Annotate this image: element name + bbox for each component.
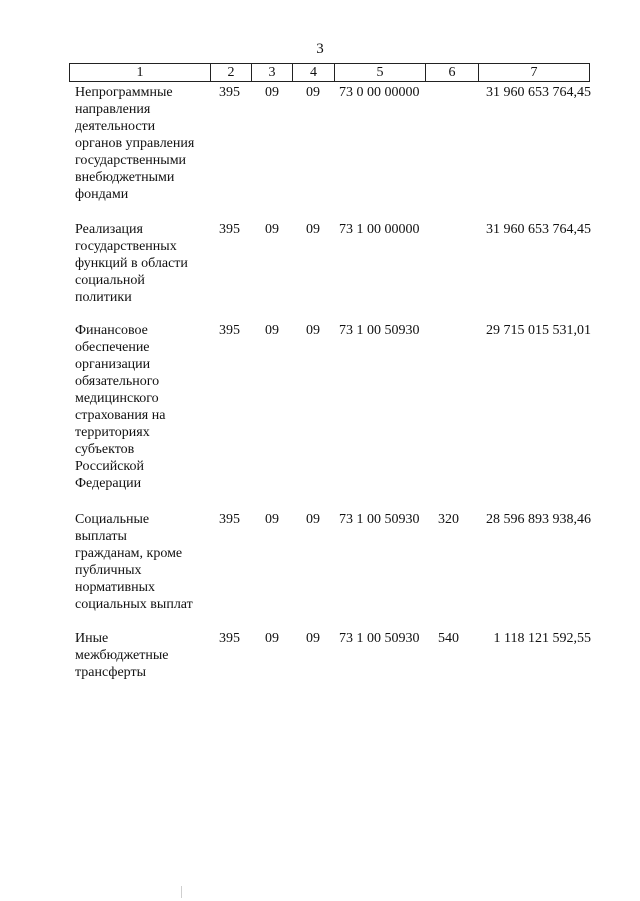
row-name-line: фондами — [75, 187, 129, 202]
row-gr-code: 395 — [219, 222, 240, 237]
row-rz-code: 09 — [265, 631, 279, 646]
row-sum: 1 118 121 592,55 — [493, 631, 591, 646]
row-name-line: органов управления — [75, 136, 195, 151]
row-name — [75, 84, 215, 203]
column-header-6: 6 — [426, 64, 479, 82]
row-name-line: Российской — [75, 459, 144, 474]
row-name-line: социальных выплат — [75, 597, 193, 612]
row-pr-code: 09 — [306, 512, 320, 527]
row-name-line: функций в области — [75, 256, 188, 271]
row-name — [75, 221, 215, 306]
row-csr-code: 73 1 00 50930 — [339, 512, 420, 527]
row-csr-code: 73 1 00 50930 — [339, 631, 420, 646]
column-header-7: 7 — [479, 64, 590, 82]
row-csr-code: 73 0 00 00000 — [339, 85, 420, 100]
row-name-line: обязательного — [75, 374, 160, 389]
column-header-2: 2 — [211, 64, 252, 82]
row-sum: 29 715 015 531,01 — [486, 323, 591, 338]
row-name-line: Непрограммные — [75, 85, 173, 100]
row-name-line: внебюджетными — [75, 170, 175, 185]
row-name — [75, 511, 215, 613]
row-vr-code: 320 — [438, 512, 459, 527]
row-pr-code: 09 — [306, 222, 320, 237]
row-name-line: государственных — [75, 239, 177, 254]
row-vr-code: 540 — [438, 631, 459, 646]
row-name-line: трансферты — [75, 665, 147, 680]
row-name — [75, 322, 215, 492]
row-name-line: страхования на — [75, 408, 166, 423]
column-header-1: 1 — [70, 64, 211, 82]
row-name-line: Социальные — [75, 512, 150, 527]
row-name-line: государственными — [75, 153, 187, 168]
row-name-line: политики — [75, 290, 132, 305]
row-rz-code: 09 — [265, 323, 279, 338]
row-pr-code: 09 — [306, 323, 320, 338]
row-name-line: медицинского — [75, 391, 159, 406]
column-header-3: 3 — [252, 64, 293, 82]
row-name — [75, 630, 215, 681]
row-name-line: Реализация — [75, 222, 143, 237]
row-name-line: гражданам, кроме — [75, 546, 183, 561]
row-name-line: социальной — [75, 273, 145, 288]
row-name-line: Финансовое — [75, 323, 148, 338]
row-gr-code: 395 — [219, 512, 240, 527]
row-csr-code: 73 1 00 00000 — [339, 222, 420, 237]
row-name-line: территориях — [75, 425, 150, 440]
column-header-row — [70, 64, 590, 82]
row-name-line: субъектов — [75, 442, 135, 457]
scan-mark — [181, 886, 182, 898]
row-rz-code: 09 — [265, 512, 279, 527]
row-name-line: выплаты — [75, 529, 127, 544]
row-name-line: Федерации — [75, 476, 142, 491]
row-sum: 28 596 893 938,46 — [486, 512, 591, 527]
row-pr-code: 09 — [306, 631, 320, 646]
row-gr-code: 395 — [219, 323, 240, 338]
row-rz-code: 09 — [265, 222, 279, 237]
row-name-line: организации — [75, 357, 151, 372]
row-name-line: направления — [75, 102, 151, 117]
row-gr-code: 395 — [219, 631, 240, 646]
row-name-line: публичных — [75, 563, 142, 578]
row-name-line: межбюджетные — [75, 648, 169, 663]
row-sum: 31 960 653 764,45 — [486, 85, 591, 100]
row-name-line: Иные — [75, 631, 109, 646]
column-header-5: 5 — [335, 64, 426, 82]
row-gr-code: 395 — [219, 85, 240, 100]
row-rz-code: 09 — [265, 85, 279, 100]
column-header-table — [69, 63, 590, 82]
row-name-line: деятельности — [75, 119, 156, 134]
column-header-4: 4 — [293, 64, 335, 82]
row-pr-code: 09 — [306, 85, 320, 100]
row-name-line: нормативных — [75, 580, 156, 595]
row-sum: 31 960 653 764,45 — [486, 222, 591, 237]
row-csr-code: 73 1 00 50930 — [339, 323, 420, 338]
page-number: 3 — [316, 41, 324, 57]
row-name-line: обеспечение — [75, 340, 150, 355]
